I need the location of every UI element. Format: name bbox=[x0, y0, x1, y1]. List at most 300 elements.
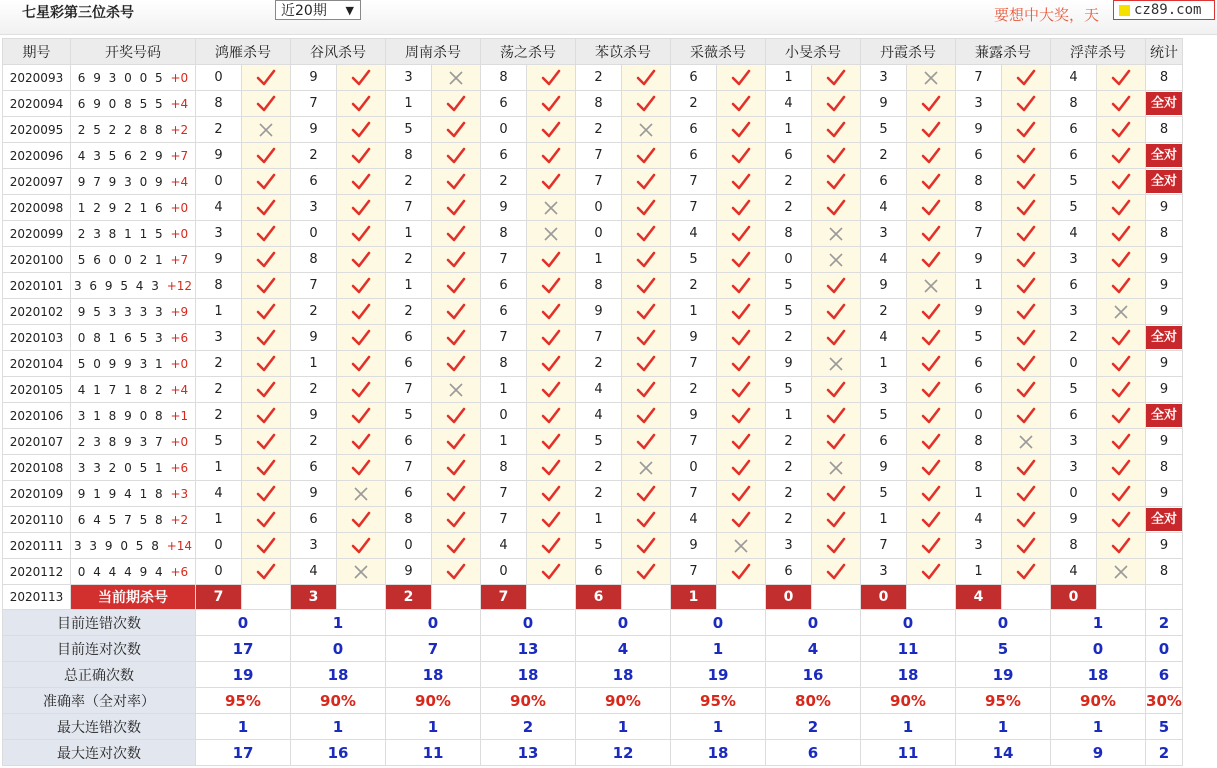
kill-number-cell: 2 bbox=[1051, 325, 1097, 351]
check-icon bbox=[337, 377, 386, 403]
kill-number-cell: 3 bbox=[291, 195, 337, 221]
check-icon bbox=[527, 507, 576, 533]
kill-number-cell: 6 bbox=[481, 273, 527, 299]
draw-plus: +4 bbox=[170, 382, 189, 397]
summary-value: 13 bbox=[481, 740, 576, 766]
kill-number-cell: 7 bbox=[386, 377, 432, 403]
chevron-down-icon: ▼ bbox=[345, 4, 354, 17]
kill-number-cell: 0 bbox=[386, 533, 432, 559]
draw-plus: +0 bbox=[170, 356, 189, 371]
check-icon bbox=[717, 273, 766, 299]
kill-number-cell: 8 bbox=[956, 195, 1002, 221]
kill-number-cell: 6 bbox=[386, 325, 432, 351]
draw-digits: 3 1 8 9 0 8 bbox=[77, 408, 165, 423]
kill-number-cell: 2 bbox=[861, 299, 907, 325]
kill-number-cell: 1 bbox=[956, 481, 1002, 507]
top-bar bbox=[0, 0, 1217, 35]
summary-value: 6 bbox=[766, 740, 861, 766]
cross-icon bbox=[622, 117, 671, 143]
check-icon bbox=[812, 143, 861, 169]
kill-number-cell: 5 bbox=[766, 273, 812, 299]
summary-value: 19 bbox=[671, 662, 766, 688]
kill-number-cell: 3 bbox=[291, 533, 337, 559]
check-icon bbox=[812, 481, 861, 507]
table-row bbox=[3, 377, 1183, 403]
stat-cell bbox=[1146, 91, 1183, 117]
kill-number-cell: 8 bbox=[956, 169, 1002, 195]
blank-cell bbox=[812, 585, 861, 610]
summary-stat: 30% bbox=[1146, 688, 1183, 714]
kill-number-cell: 5 bbox=[861, 481, 907, 507]
col-expert: 小旻杀号 bbox=[766, 39, 861, 65]
summary-stat: 5 bbox=[1146, 714, 1183, 740]
kill-number-cell: 6 bbox=[671, 143, 717, 169]
period-cell: 2020105 bbox=[3, 377, 71, 403]
period-cell: 2020098 bbox=[3, 195, 71, 221]
check-icon bbox=[622, 299, 671, 325]
kill-number-cell: 5 bbox=[576, 533, 622, 559]
check-icon bbox=[812, 429, 861, 455]
summary-value: 0 bbox=[1051, 636, 1146, 662]
period-cell: 2020103 bbox=[3, 325, 71, 351]
blank-cell bbox=[242, 585, 291, 610]
draw-number-cell bbox=[71, 143, 196, 169]
check-icon bbox=[717, 455, 766, 481]
check-icon bbox=[907, 247, 956, 273]
current-kill-number: 7 bbox=[196, 585, 242, 610]
kill-number-cell: 9 bbox=[671, 533, 717, 559]
summary-value: 0 bbox=[196, 610, 291, 636]
kill-number-cell: 4 bbox=[576, 377, 622, 403]
stat-cell bbox=[1146, 169, 1183, 195]
check-icon bbox=[717, 559, 766, 585]
kill-number-cell: 5 bbox=[386, 117, 432, 143]
summary-value: 18 bbox=[386, 662, 481, 688]
check-icon bbox=[812, 403, 861, 429]
summary-stat: 6 bbox=[1146, 662, 1183, 688]
kill-number-cell: 1 bbox=[291, 351, 337, 377]
kill-number-cell: 6 bbox=[1051, 143, 1097, 169]
kill-number-cell: 2 bbox=[291, 377, 337, 403]
kill-number-cell: 6 bbox=[291, 455, 337, 481]
kill-number-cell: 4 bbox=[671, 221, 717, 247]
kill-number-cell: 8 bbox=[481, 455, 527, 481]
blank-cell bbox=[1002, 585, 1051, 610]
kill-number-cell: 5 bbox=[386, 403, 432, 429]
check-icon bbox=[907, 559, 956, 585]
summary-value: 18 bbox=[291, 662, 386, 688]
check-icon bbox=[337, 403, 386, 429]
kill-number-cell: 1 bbox=[196, 507, 242, 533]
summary-value: 18 bbox=[576, 662, 671, 688]
check-icon bbox=[717, 247, 766, 273]
cross-icon bbox=[1002, 429, 1051, 455]
kill-number-cell: 9 bbox=[861, 91, 907, 117]
kill-number-cell: 2 bbox=[766, 507, 812, 533]
draw-digits: 6 9 3 0 0 5 bbox=[77, 70, 165, 85]
blank-cell bbox=[337, 585, 386, 610]
check-icon bbox=[527, 403, 576, 429]
check-icon bbox=[1002, 117, 1051, 143]
check-icon bbox=[337, 533, 386, 559]
kill-number-cell: 7 bbox=[671, 195, 717, 221]
kill-number-cell: 7 bbox=[671, 351, 717, 377]
check-icon bbox=[812, 117, 861, 143]
current-kill-number: 0 bbox=[1051, 585, 1097, 610]
check-icon bbox=[812, 273, 861, 299]
check-icon bbox=[1097, 533, 1146, 559]
check-icon bbox=[527, 117, 576, 143]
check-icon bbox=[907, 221, 956, 247]
kill-number-cell: 2 bbox=[481, 169, 527, 195]
promo-text[interactable]: 要想中大奖，天 bbox=[994, 6, 1100, 24]
draw-number-cell bbox=[71, 273, 196, 299]
table-row bbox=[3, 559, 1183, 585]
kill-number-cell: 3 bbox=[1051, 429, 1097, 455]
blank-cell bbox=[1097, 585, 1146, 610]
check-icon bbox=[907, 351, 956, 377]
check-icon bbox=[1002, 299, 1051, 325]
kill-number-cell: 1 bbox=[386, 91, 432, 117]
check-icon bbox=[432, 195, 481, 221]
summary-value: 95% bbox=[671, 688, 766, 714]
check-icon bbox=[622, 247, 671, 273]
kill-number-cell: 9 bbox=[291, 325, 337, 351]
site-logo[interactable] bbox=[1113, 0, 1215, 20]
kill-number-cell: 6 bbox=[956, 143, 1002, 169]
page-title: 七星彩第三位杀号 bbox=[22, 5, 134, 21]
range-select[interactable] bbox=[275, 0, 361, 20]
check-icon bbox=[527, 169, 576, 195]
kill-number-cell: 4 bbox=[1051, 559, 1097, 585]
check-icon bbox=[907, 507, 956, 533]
summary-stat: 2 bbox=[1146, 740, 1183, 766]
check-icon bbox=[717, 377, 766, 403]
summary-value: 90% bbox=[481, 688, 576, 714]
kill-number-cell: 7 bbox=[671, 169, 717, 195]
check-icon bbox=[1097, 143, 1146, 169]
kill-number-cell: 6 bbox=[671, 65, 717, 91]
check-icon bbox=[812, 91, 861, 117]
kill-number-cell: 9 bbox=[481, 195, 527, 221]
check-icon bbox=[812, 169, 861, 195]
check-icon bbox=[337, 143, 386, 169]
check-icon bbox=[527, 325, 576, 351]
check-icon bbox=[717, 299, 766, 325]
check-icon bbox=[1097, 481, 1146, 507]
current-kill-number: 2 bbox=[386, 585, 432, 610]
check-icon bbox=[432, 169, 481, 195]
kill-number-cell: 4 bbox=[766, 91, 812, 117]
check-icon bbox=[1002, 221, 1051, 247]
kill-number-cell: 1 bbox=[386, 221, 432, 247]
kill-number-cell: 8 bbox=[1051, 91, 1097, 117]
table-row bbox=[3, 247, 1183, 273]
kill-number-cell: 5 bbox=[1051, 377, 1097, 403]
table-row bbox=[3, 91, 1183, 117]
kill-number-cell: 1 bbox=[576, 507, 622, 533]
kill-number-cell: 6 bbox=[481, 143, 527, 169]
check-icon bbox=[242, 143, 291, 169]
kill-number-cell: 7 bbox=[481, 325, 527, 351]
check-icon bbox=[432, 325, 481, 351]
draw-number-cell bbox=[71, 455, 196, 481]
kill-number-cell: 2 bbox=[576, 455, 622, 481]
check-icon bbox=[717, 351, 766, 377]
check-icon bbox=[717, 221, 766, 247]
kill-number-cell: 4 bbox=[291, 559, 337, 585]
kill-number-cell: 8 bbox=[196, 91, 242, 117]
check-icon bbox=[717, 65, 766, 91]
summary-stat: 0 bbox=[1146, 636, 1183, 662]
check-icon bbox=[1097, 169, 1146, 195]
check-icon bbox=[432, 559, 481, 585]
kill-number-cell: 2 bbox=[291, 429, 337, 455]
kill-number-cell: 1 bbox=[861, 507, 907, 533]
draw-digits: 6 4 5 7 5 8 bbox=[77, 512, 165, 527]
check-icon bbox=[337, 195, 386, 221]
kill-number-cell: 5 bbox=[1051, 169, 1097, 195]
check-icon bbox=[812, 65, 861, 91]
stat-cell: 8 bbox=[1146, 455, 1183, 481]
draw-plus: +1 bbox=[170, 408, 189, 423]
check-icon bbox=[1097, 455, 1146, 481]
kill-number-cell: 0 bbox=[196, 65, 242, 91]
draw-number-cell bbox=[71, 533, 196, 559]
period-cell: 2020097 bbox=[3, 169, 71, 195]
summary-value: 1 bbox=[671, 714, 766, 740]
draw-digits: 9 5 3 3 3 3 bbox=[77, 304, 165, 319]
current-kill-number: 0 bbox=[766, 585, 812, 610]
check-icon bbox=[1097, 351, 1146, 377]
kill-number-cell: 2 bbox=[576, 117, 622, 143]
draw-plus: +0 bbox=[170, 200, 189, 215]
current-kill-label: 当前期杀号 bbox=[71, 585, 196, 610]
table-row bbox=[3, 273, 1183, 299]
check-icon bbox=[1002, 247, 1051, 273]
check-icon bbox=[622, 429, 671, 455]
check-icon bbox=[432, 403, 481, 429]
kill-number-cell: 9 bbox=[291, 117, 337, 143]
kill-number-cell: 8 bbox=[481, 221, 527, 247]
cross-icon bbox=[527, 195, 576, 221]
draw-number-cell bbox=[71, 65, 196, 91]
check-icon bbox=[812, 559, 861, 585]
draw-number-cell bbox=[71, 221, 196, 247]
kill-number-cell: 1 bbox=[766, 65, 812, 91]
col-expert: 荡之杀号 bbox=[481, 39, 576, 65]
check-icon bbox=[432, 351, 481, 377]
summary-value: 90% bbox=[576, 688, 671, 714]
table-row bbox=[3, 429, 1183, 455]
check-icon bbox=[812, 195, 861, 221]
cross-icon bbox=[527, 221, 576, 247]
check-icon bbox=[717, 481, 766, 507]
current-period-row bbox=[3, 585, 1183, 610]
check-icon bbox=[1097, 221, 1146, 247]
check-icon bbox=[1002, 455, 1051, 481]
draw-digits: 5 6 0 0 2 1 bbox=[77, 252, 165, 267]
kill-number-cell: 6 bbox=[291, 507, 337, 533]
check-icon bbox=[432, 481, 481, 507]
draw-plus: +3 bbox=[170, 486, 189, 501]
summary-value: 0 bbox=[386, 610, 481, 636]
check-icon bbox=[242, 507, 291, 533]
kill-number-cell: 3 bbox=[1051, 299, 1097, 325]
summary-value: 1 bbox=[861, 714, 956, 740]
kill-number-cell: 5 bbox=[671, 247, 717, 273]
cross-icon bbox=[337, 559, 386, 585]
draw-plus: +9 bbox=[170, 304, 189, 319]
kill-number-cell: 9 bbox=[386, 559, 432, 585]
kill-number-cell: 9 bbox=[956, 117, 1002, 143]
check-icon bbox=[812, 377, 861, 403]
kill-number-cell: 5 bbox=[956, 325, 1002, 351]
check-icon bbox=[622, 169, 671, 195]
kill-number-cell: 3 bbox=[1051, 455, 1097, 481]
blank-cell bbox=[717, 585, 766, 610]
summary-value: 90% bbox=[386, 688, 481, 714]
summary-value: 18 bbox=[861, 662, 956, 688]
blank-cell bbox=[1146, 585, 1183, 610]
period-cell: 2020110 bbox=[3, 507, 71, 533]
summary-row bbox=[3, 740, 1183, 766]
kill-number-cell: 6 bbox=[766, 143, 812, 169]
summary-value: 0 bbox=[956, 610, 1051, 636]
check-icon bbox=[717, 429, 766, 455]
draw-plus: +4 bbox=[170, 174, 189, 189]
check-icon bbox=[242, 195, 291, 221]
check-icon bbox=[622, 143, 671, 169]
blank-cell bbox=[907, 585, 956, 610]
check-icon bbox=[1097, 325, 1146, 351]
cross-icon bbox=[432, 65, 481, 91]
kill-number-cell: 7 bbox=[671, 481, 717, 507]
kill-number-cell: 2 bbox=[291, 299, 337, 325]
check-icon bbox=[1002, 403, 1051, 429]
kill-number-cell: 9 bbox=[291, 481, 337, 507]
kill-number-cell: 0 bbox=[196, 559, 242, 585]
stat-cell bbox=[1146, 507, 1183, 533]
kill-number-cell: 1 bbox=[766, 117, 812, 143]
check-icon bbox=[242, 169, 291, 195]
col-expert: 鸿雁杀号 bbox=[196, 39, 291, 65]
kill-number-cell: 8 bbox=[956, 455, 1002, 481]
kill-number-cell: 9 bbox=[956, 299, 1002, 325]
kill-number-cell: 3 bbox=[1051, 247, 1097, 273]
check-icon bbox=[717, 117, 766, 143]
check-icon bbox=[337, 507, 386, 533]
check-icon bbox=[527, 377, 576, 403]
summary-value: 90% bbox=[291, 688, 386, 714]
table-row bbox=[3, 351, 1183, 377]
period-cell: 2020093 bbox=[3, 65, 71, 91]
summary-value: 0 bbox=[291, 636, 386, 662]
all-correct-badge: 全对 bbox=[1146, 144, 1182, 167]
kill-number-cell: 3 bbox=[386, 65, 432, 91]
check-icon bbox=[812, 507, 861, 533]
check-icon bbox=[1002, 195, 1051, 221]
draw-plus: +2 bbox=[170, 122, 189, 137]
col-stat: 统计 bbox=[1146, 39, 1183, 65]
kill-number-cell: 6 bbox=[671, 117, 717, 143]
kill-number-cell: 9 bbox=[861, 273, 907, 299]
cross-icon bbox=[242, 117, 291, 143]
check-icon bbox=[622, 273, 671, 299]
draw-number-cell bbox=[71, 377, 196, 403]
kill-number-cell: 3 bbox=[196, 325, 242, 351]
kill-number-cell: 6 bbox=[1051, 403, 1097, 429]
period-cell: 2020100 bbox=[3, 247, 71, 273]
table-row bbox=[3, 325, 1183, 351]
kill-number-cell: 4 bbox=[196, 481, 242, 507]
check-icon bbox=[717, 507, 766, 533]
period-cell: 2020102 bbox=[3, 299, 71, 325]
kill-number-cell: 3 bbox=[861, 65, 907, 91]
check-icon bbox=[1097, 429, 1146, 455]
summary-label: 最大连错次数 bbox=[3, 714, 196, 740]
kill-number-cell: 2 bbox=[386, 247, 432, 273]
kill-number-cell: 2 bbox=[196, 377, 242, 403]
summary-value: 18 bbox=[671, 740, 766, 766]
kill-number-cell: 2 bbox=[671, 377, 717, 403]
kill-number-cell: 3 bbox=[956, 533, 1002, 559]
kill-number-cell: 1 bbox=[576, 247, 622, 273]
summary-value: 11 bbox=[386, 740, 481, 766]
draw-plus: +6 bbox=[170, 564, 189, 579]
check-icon bbox=[337, 273, 386, 299]
kill-number-cell: 8 bbox=[291, 247, 337, 273]
check-icon bbox=[622, 195, 671, 221]
table-header-row bbox=[3, 39, 1183, 65]
summary-value: 11 bbox=[861, 740, 956, 766]
kill-number-cell: 8 bbox=[196, 273, 242, 299]
table-row bbox=[3, 143, 1183, 169]
blank-cell bbox=[527, 585, 576, 610]
kill-number-cell: 0 bbox=[956, 403, 1002, 429]
summary-value: 12 bbox=[576, 740, 671, 766]
check-icon bbox=[622, 481, 671, 507]
stat-cell: 9 bbox=[1146, 195, 1183, 221]
check-icon bbox=[337, 299, 386, 325]
check-icon bbox=[1002, 351, 1051, 377]
stat-cell: 8 bbox=[1146, 117, 1183, 143]
kill-number-cell: 8 bbox=[386, 143, 432, 169]
draw-number-cell bbox=[71, 481, 196, 507]
table-row bbox=[3, 117, 1183, 143]
summary-label: 总正确次数 bbox=[3, 662, 196, 688]
draw-digits: 3 3 9 0 5 8 bbox=[73, 538, 161, 553]
check-icon bbox=[432, 143, 481, 169]
check-icon bbox=[242, 325, 291, 351]
kill-number-cell: 4 bbox=[481, 533, 527, 559]
kill-number-cell: 0 bbox=[671, 455, 717, 481]
kill-number-cell: 8 bbox=[766, 221, 812, 247]
draw-plus: +0 bbox=[170, 226, 189, 241]
summary-row bbox=[3, 610, 1183, 636]
summary-value: 95% bbox=[956, 688, 1051, 714]
period-cell: 2020099 bbox=[3, 221, 71, 247]
kill-number-cell: 7 bbox=[576, 169, 622, 195]
check-icon bbox=[242, 65, 291, 91]
kill-number-cell: 2 bbox=[196, 351, 242, 377]
kill-number-cell: 3 bbox=[861, 559, 907, 585]
period-cell: 2020096 bbox=[3, 143, 71, 169]
kill-number-cell: 0 bbox=[1051, 481, 1097, 507]
kill-number-cell: 5 bbox=[766, 377, 812, 403]
draw-plus: +14 bbox=[166, 538, 193, 553]
check-icon bbox=[432, 273, 481, 299]
